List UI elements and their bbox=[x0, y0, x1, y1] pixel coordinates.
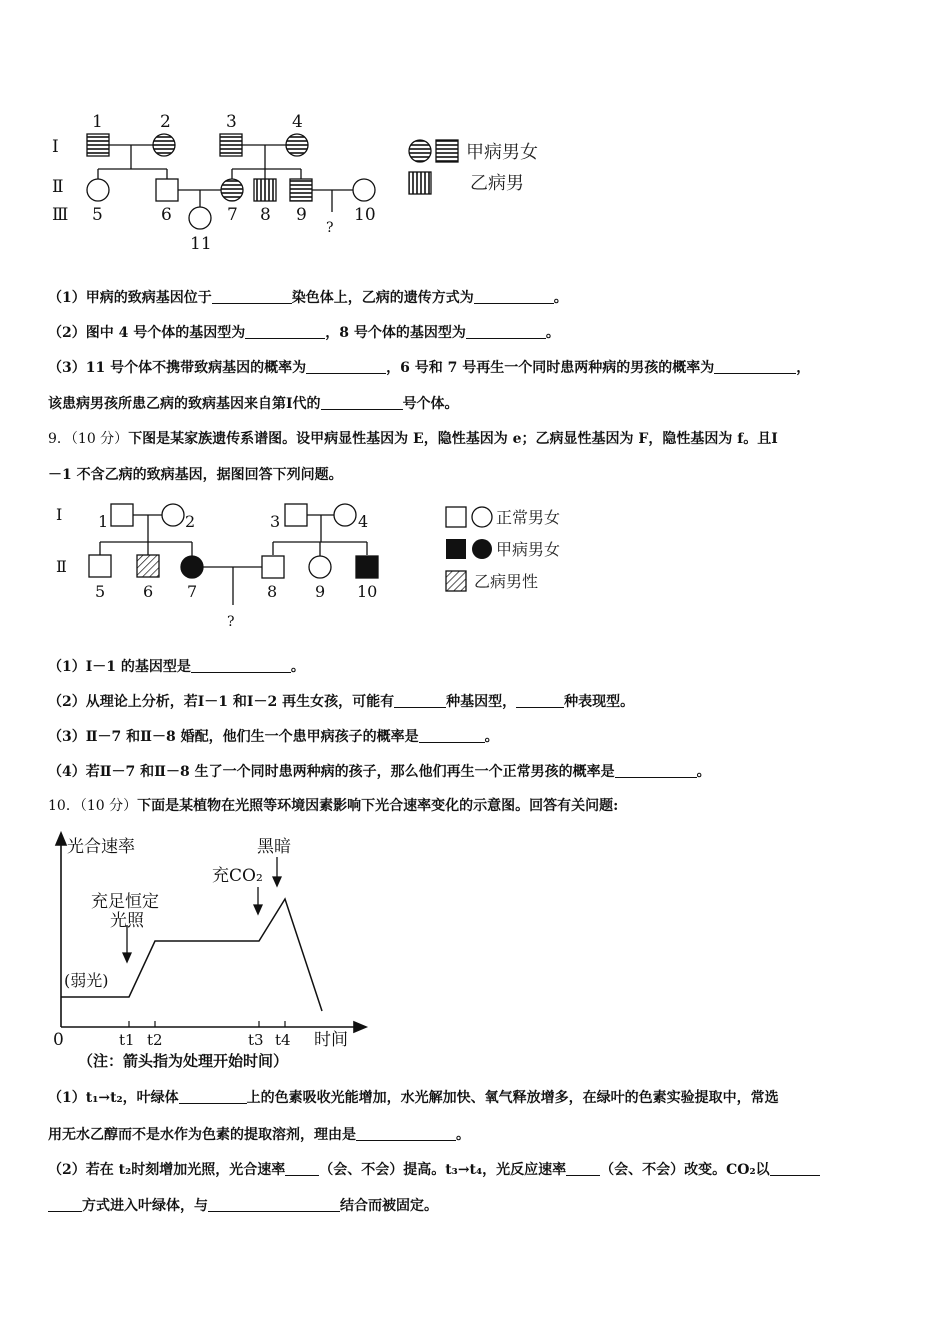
q9-heading: 9．（10 分）下图是某家族遗传系谱图。设甲病显性基因为 E，隐性基因为 e；乙病显性基因为 F，隐性基因为 f。且Ⅰ bbox=[48, 431, 778, 447]
individual-II-9 bbox=[309, 556, 331, 578]
q9-blank-3[interactable] bbox=[516, 693, 564, 708]
num-unknown: ? bbox=[227, 614, 235, 630]
origin-label: 0 bbox=[53, 1030, 64, 1050]
num-8: 8 bbox=[267, 582, 278, 601]
legend-jia-male-icon bbox=[446, 539, 466, 559]
num-6: 6 bbox=[143, 582, 154, 601]
q10-blank-5b[interactable] bbox=[48, 1197, 82, 1212]
individual-I-4 bbox=[286, 134, 308, 156]
q8-part1: （1）甲病的致病基因位于 染色体上，乙病的遗传方式为 。 bbox=[48, 290, 568, 306]
num-11: 11 bbox=[190, 234, 212, 254]
num-7: 7 bbox=[187, 582, 198, 601]
q10-blank-5[interactable] bbox=[770, 1161, 820, 1176]
x-tick-t3: t3 bbox=[248, 1031, 264, 1049]
q9-part3: （3）Ⅱ－7 和Ⅱ－8 婚配，他们生一个患甲病孩子的概率是 。 bbox=[48, 729, 499, 745]
q9-part1: （1）Ⅰ－1 的基因型是 。 bbox=[48, 659, 305, 675]
q10-heading: 10．（10 分）下面是某植物在光照等环境因素影响下光合速率变化的示意图。回答有关问题: bbox=[48, 798, 619, 814]
legend-jia-male-icon bbox=[436, 140, 458, 162]
individual-II-8 bbox=[254, 179, 276, 201]
individual-I-2 bbox=[153, 134, 175, 156]
annotation-co2: 充CO₂ bbox=[212, 866, 263, 886]
q10-part1: （1）t₁→t₂，叶绿体 上的色素吸收光能增加，水光解加快、氧气释放增多，在绿叶的色素实验提取中，常选 bbox=[48, 1090, 779, 1106]
num-10: 10 bbox=[354, 205, 376, 225]
individual-II-5 bbox=[87, 179, 109, 201]
num-6: 6 bbox=[161, 205, 172, 225]
annotation-light-2: 光照 bbox=[110, 911, 144, 931]
x-axis-arrow-icon bbox=[354, 1022, 366, 1032]
num-3: 3 bbox=[270, 512, 281, 531]
annotation-light-1: 充足恒定 bbox=[91, 892, 159, 912]
q10-part1-cont: 用无水乙醇而不是水作为色素的提取溶剂，理由是 。 bbox=[48, 1127, 470, 1143]
num-7: 7 bbox=[227, 205, 238, 225]
q9-blank-2[interactable] bbox=[394, 693, 446, 708]
legend-yi-male-icon bbox=[409, 172, 431, 194]
q10-blank-4[interactable] bbox=[566, 1161, 600, 1176]
gen-label-2: Ⅱ bbox=[56, 557, 67, 576]
chart-note: （注：箭头指为处理开始时间） bbox=[78, 1052, 289, 1070]
x-axis-label: 时间 bbox=[314, 1030, 348, 1050]
gen-label-2: Ⅱ bbox=[52, 177, 64, 197]
x-tick-t4: t4 bbox=[275, 1031, 291, 1049]
gen-label-1: Ⅰ bbox=[56, 505, 63, 524]
x-tick-t2: t2 bbox=[147, 1031, 163, 1049]
individual-II-7 bbox=[181, 556, 203, 578]
q8-blank-3[interactable] bbox=[245, 324, 325, 339]
num-2: 2 bbox=[185, 512, 196, 531]
num-1: 1 bbox=[98, 512, 109, 531]
num-5: 5 bbox=[95, 582, 106, 601]
annotation-weak-light: (弱光) bbox=[64, 971, 109, 990]
q9-blank-1[interactable] bbox=[191, 658, 291, 673]
q8-blank-6[interactable] bbox=[714, 359, 796, 374]
q8-blank-7[interactable] bbox=[321, 395, 403, 410]
num-1: 1 bbox=[92, 112, 103, 132]
individual-II-10 bbox=[353, 179, 375, 201]
individual-I-3 bbox=[285, 504, 307, 526]
q9-heading-cont: －1 不含乙病的致病基因，据图回答下列问题。 bbox=[48, 467, 343, 483]
individual-II-5 bbox=[89, 555, 111, 577]
num-2: 2 bbox=[160, 112, 171, 132]
legend-jia-label: 甲病男女 bbox=[466, 142, 538, 163]
q10-blank-6[interactable] bbox=[208, 1197, 340, 1212]
pedigree-chart-1 bbox=[40, 100, 580, 260]
num-5: 5 bbox=[92, 205, 103, 225]
legend-jia-label: 甲病男女 bbox=[496, 540, 561, 559]
q10-blank-2[interactable] bbox=[356, 1126, 456, 1141]
q10-blank-1[interactable] bbox=[179, 1089, 247, 1104]
q8-part3: （3）11 号个体不携带致病基因的概率为 ，6 号和 7 号再生一个同时患两种病的男孩的概率为 ， bbox=[48, 360, 811, 376]
q9-part4: （4）若Ⅱ－7 和Ⅱ－8 生了一个同时患两种病的孩子，那么他们再生一个正常男孩的概率是 。 bbox=[48, 764, 711, 780]
q8-blank-4[interactable] bbox=[466, 324, 546, 339]
num-4: 4 bbox=[358, 512, 369, 531]
individual-II-7 bbox=[221, 179, 243, 201]
individual-I-1 bbox=[111, 504, 133, 526]
x-tick-t1: t1 bbox=[119, 1031, 135, 1049]
legend-jia-female-icon bbox=[409, 140, 431, 162]
individual-I-1 bbox=[87, 134, 109, 156]
legend-jia-female-icon bbox=[472, 539, 492, 559]
individual-II-9 bbox=[290, 179, 312, 201]
individual-III-11 bbox=[189, 207, 211, 229]
pedigree-chart-2 bbox=[40, 495, 600, 635]
num-unknown: ? bbox=[326, 220, 334, 236]
individual-I-3 bbox=[220, 134, 242, 156]
photosynthesis-rate-chart bbox=[40, 825, 400, 1075]
legend-normal-label: 正常男女 bbox=[496, 508, 561, 527]
individual-I-2 bbox=[162, 504, 184, 526]
q8-blank-1[interactable] bbox=[212, 289, 292, 304]
y-axis-arrow-icon bbox=[56, 833, 66, 845]
legend-normal-female-icon bbox=[472, 507, 492, 527]
num-9: 9 bbox=[296, 205, 307, 225]
legend-yi-label: 乙病男性 bbox=[474, 572, 539, 591]
q10-blank-3[interactable] bbox=[285, 1161, 319, 1176]
annotation-dark: 黑暗 bbox=[257, 837, 291, 857]
q9-blank-5[interactable] bbox=[615, 763, 697, 778]
num-10: 10 bbox=[357, 582, 378, 601]
q8-part2: （2）图中 4 号个体的基因型为 ，8 号个体的基因型为 。 bbox=[48, 325, 560, 341]
legend-yi-label: 乙病男 bbox=[470, 173, 524, 194]
q8-part3-cont: 该患病男孩所患乙病的致病基因来自第Ⅰ代的 号个体。 bbox=[48, 396, 459, 412]
num-8: 8 bbox=[260, 205, 271, 225]
num-4: 4 bbox=[292, 112, 303, 132]
q10-part2-cont: 方式进入叶绿体，与 结合而被固定。 bbox=[48, 1195, 438, 1215]
q9-part2: （2）从理论上分析，若Ⅰ－1 和Ⅰ－2 再生女孩，可能有 种基因型， 种表现型。 bbox=[48, 694, 635, 710]
q8-blank-5[interactable] bbox=[306, 359, 386, 374]
q9-blank-4[interactable] bbox=[419, 728, 485, 743]
q10-part2: （2）若在 t₂时刻增加光照，光合速率 （会、不会）提高。t₃→t₄，光反应速率 （会、不会）改变。CO₂以 bbox=[48, 1159, 820, 1179]
gen-label-1: Ⅰ bbox=[52, 137, 59, 157]
legend-yi-male-icon bbox=[446, 571, 466, 591]
rate-line bbox=[61, 899, 322, 1011]
num-3: 3 bbox=[226, 112, 237, 132]
x-tick-marks bbox=[129, 1021, 285, 1027]
legend-normal-male-icon bbox=[446, 507, 466, 527]
individual-II-6 bbox=[137, 555, 159, 577]
individual-I-4 bbox=[334, 504, 356, 526]
individual-II-8 bbox=[262, 556, 284, 578]
q8-blank-2[interactable] bbox=[474, 289, 554, 304]
num-9: 9 bbox=[315, 582, 326, 601]
y-axis-label: 光合速率 bbox=[67, 837, 135, 857]
gen-label-3: Ⅲ bbox=[52, 205, 69, 225]
individual-II-6 bbox=[156, 179, 178, 201]
individual-II-10 bbox=[356, 556, 378, 578]
